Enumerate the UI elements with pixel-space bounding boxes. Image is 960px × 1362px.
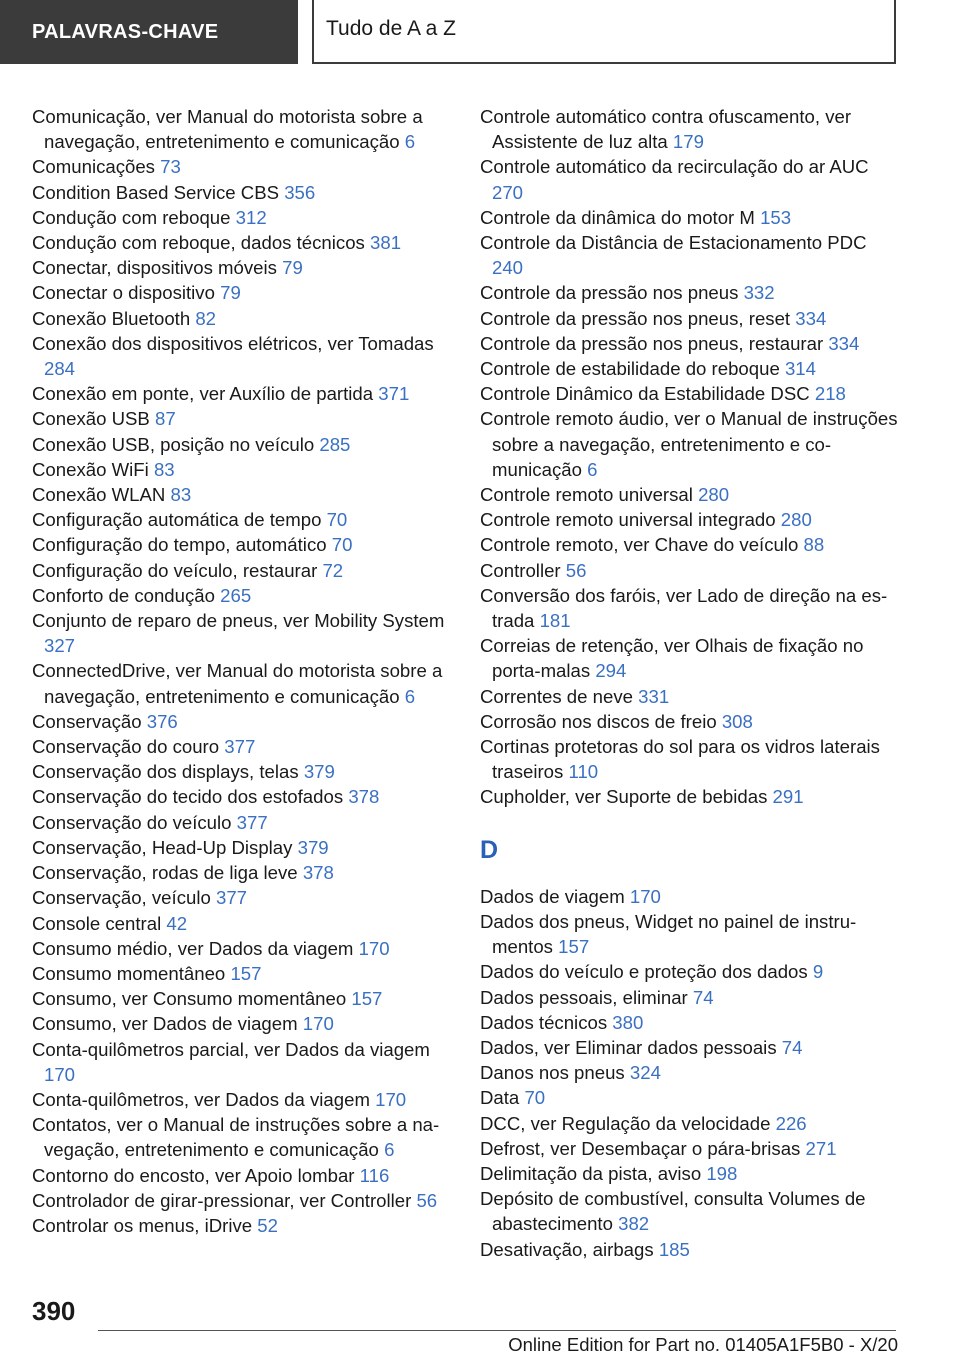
index-entry-term: Conversão dos faróis, ver Lado de direção na estrada: [480, 584, 888, 632]
page-reference-link[interactable]: 170: [375, 1088, 407, 1110]
page-reference-link[interactable]: 82: [195, 307, 217, 329]
index-entry: [32, 1011, 462, 1036]
section-tab: PALAVRAS-CHAVE: [0, 0, 298, 64]
index-group-c: [480, 104, 900, 810]
page-reference-link[interactable]: 218: [814, 383, 846, 405]
index-entry-term: Conjunto de reparo de pneus, ver Mobility System: [32, 610, 445, 632]
page-reference-link[interactable]: 378: [348, 786, 380, 808]
page-reference-link[interactable]: 52: [257, 1214, 278, 1236]
page-reference-link[interactable]: 379: [303, 761, 335, 783]
index-entry: [32, 331, 462, 381]
index-entry: [480, 1060, 900, 1085]
index-entry: [32, 1112, 462, 1162]
index-entry-term: Controle da dinâmica do motor M: [480, 206, 755, 228]
index-entry-term: Conservação do veículo: [32, 811, 232, 833]
index-entry-term: Consumo momentâneo: [32, 962, 226, 984]
index-entry-term: Configuração automática de tempo: [32, 509, 322, 531]
page-reference-link[interactable]: 79: [282, 257, 303, 279]
index-entry-term: DCC, ver Regulação da velocidade: [480, 1112, 771, 1134]
index-entry-term: Controle de estabilidade do reboque: [480, 358, 780, 380]
page-reference-link[interactable]: 116: [359, 1164, 390, 1186]
page-reference-link[interactable]: 379: [297, 836, 329, 858]
index-entry-term: Data: [480, 1087, 520, 1109]
index-entry-term: Controle da Distância de Estacionamento PDC: [480, 232, 867, 254]
index-entry-term: Conexão WLAN: [32, 484, 166, 506]
index-entry: [480, 1035, 900, 1060]
index-entry-term: Controle remoto universal: [480, 484, 693, 506]
index-entry: [32, 1163, 462, 1188]
page-reference-link[interactable]: 179: [672, 131, 704, 153]
index-entry: [480, 306, 900, 331]
index-entry-term: Conexão USB: [32, 408, 150, 430]
index-entry-term: Controle remoto universal integrado: [480, 509, 776, 531]
index-entry: [480, 1010, 900, 1035]
index-entry-term: Dados do veículo e proteção dos dados: [480, 961, 808, 983]
page-reference-link[interactable]: 88: [803, 534, 825, 556]
index-entry-term: Conservação dos displays, telas: [32, 761, 299, 783]
index-entry: [480, 1186, 900, 1236]
page-reference-link[interactable]: 270: [492, 181, 524, 203]
footer-divider: [98, 1330, 896, 1331]
index-entry: [32, 230, 462, 255]
index-entry-term: Controle da pressão nos pneus, reset: [480, 307, 791, 329]
index-entry-term: Conforto de condução: [32, 584, 215, 606]
index-entry: [480, 1237, 900, 1262]
page-reference-link[interactable]: 157: [558, 936, 590, 958]
page-reference-link[interactable]: 157: [351, 988, 383, 1010]
index-entry-term: Consumo médio, ver Dados da viagem: [32, 937, 354, 959]
index-entry: [32, 457, 462, 482]
page-reference-link[interactable]: 381: [370, 232, 402, 254]
index-entry: [32, 255, 462, 280]
page-reference-link[interactable]: 377: [236, 811, 268, 833]
page-reference-link[interactable]: 285: [319, 433, 351, 455]
page-reference-link[interactable]: 170: [44, 1063, 76, 1085]
page-reference-link[interactable]: 6: [384, 1139, 395, 1161]
page-reference-link[interactable]: 380: [612, 1011, 644, 1033]
index-entry: [32, 860, 462, 885]
page-reference-link[interactable]: 170: [629, 885, 661, 907]
index-entry: [480, 633, 900, 683]
index-entry: [32, 810, 462, 835]
index-entry: [32, 583, 462, 608]
index-entry: [480, 381, 900, 406]
index-entry: [32, 1037, 462, 1087]
index-entry: [480, 406, 900, 482]
index-entry: [32, 432, 462, 457]
index-entry-term: Comunicação, ver Manual do motorista sobre a navegação, entretenimento e comunicação: [32, 106, 423, 153]
index-entry-term: Defrost, ver Desembaçar o pára-brisas: [480, 1137, 801, 1159]
page-reference-link[interactable]: 378: [302, 862, 334, 884]
page-reference-link[interactable]: 324: [629, 1062, 661, 1084]
index-entry-term: Conservação do tecido dos estofados: [32, 786, 344, 808]
page-title: Tudo de A a Z: [312, 0, 896, 64]
index-entry-term: Controle automático da recirculação do ar AUC: [480, 156, 869, 178]
index-entry: [480, 884, 900, 909]
index-entry-term: Controle remoto, ver Chave do veículo: [480, 534, 799, 556]
index-entry: [32, 306, 462, 331]
page-reference-link[interactable]: 314: [784, 358, 816, 380]
page-reference-link[interactable]: 377: [224, 736, 256, 758]
index-entry-term: Consumo, ver Consumo momentâneo: [32, 988, 347, 1010]
page-reference-link[interactable]: 291: [772, 786, 804, 808]
page-reference-link[interactable]: 6: [587, 458, 598, 480]
index-entry: [32, 885, 462, 910]
index-entry-term: Conexão USB, posição no veículo: [32, 433, 315, 455]
index-entry: [32, 558, 462, 583]
index-entry-term: Consumo, ver Dados de viagem: [32, 1013, 298, 1035]
index-entry: [32, 936, 462, 961]
index-entry: [480, 482, 900, 507]
index-entry-term: Configuração do veículo, restaurar: [32, 559, 318, 581]
page-reference-link[interactable]: 42: [166, 912, 188, 934]
index-entry-term: Conservação: [32, 710, 142, 732]
index-entry: [480, 1161, 900, 1186]
index-entry: [32, 482, 462, 507]
page-reference-link[interactable]: 332: [743, 282, 775, 304]
index-entry-term: Dados dos pneus, Widget no painel de instrumentos: [480, 910, 857, 958]
page-reference-link[interactable]: 284: [44, 358, 76, 380]
index-entry-term: Conservação, Head-Up Display: [32, 836, 293, 858]
index-entry-term: Comunicações: [32, 156, 155, 178]
section-letter-heading: D: [480, 835, 499, 864]
index-entry-term: Controle automático contra ofuscamento, ver Assistente de luz alta: [480, 106, 852, 153]
page-reference-link[interactable]: 280: [780, 509, 812, 531]
index-entry: [480, 507, 900, 532]
index-entry: [32, 104, 462, 154]
index-entry: [32, 381, 462, 406]
index-entry: [480, 909, 900, 959]
index-entry: [32, 709, 462, 734]
index-entry-term: Contatos, ver o Manual de instruções sobre a navegação, entretenimento e comunicação: [32, 1114, 440, 1161]
page-reference-link[interactable]: 181: [539, 610, 571, 632]
index-group-d: [480, 884, 900, 1262]
index-entry-term: Conexão WiFi: [32, 458, 149, 480]
page-reference-link[interactable]: 56: [565, 559, 587, 581]
index-column-right: [480, 104, 900, 1262]
index-entry-term: Correias de retenção, ver Olhais de fixação no porta-malas: [480, 635, 864, 682]
page-reference-link[interactable]: 6: [404, 685, 416, 707]
index-entry: [480, 684, 900, 709]
index-entry: [32, 1188, 462, 1213]
page-number: 390: [32, 1296, 76, 1326]
page-reference-link[interactable]: 70: [326, 509, 348, 531]
index-entry: [32, 205, 462, 230]
index-entry: [480, 558, 900, 583]
index-entry-term: Conexão em ponte, ver Auxílio de partida: [32, 383, 374, 405]
index-entry: [480, 104, 900, 154]
index-entry: [32, 532, 462, 557]
page-reference-link[interactable]: 83: [170, 484, 192, 506]
index-entry-term: Delimitação da pista, aviso: [480, 1162, 702, 1184]
index-entry: [32, 986, 462, 1011]
page-reference-link[interactable]: 157: [230, 962, 262, 984]
index-entry: [32, 154, 462, 179]
index-entry: [32, 784, 462, 809]
index-entry: [32, 1087, 462, 1112]
page-reference-link[interactable]: 280: [698, 484, 730, 506]
index-entry-term: Depósito de combustível, consulta Volumes de abastecimento: [480, 1188, 866, 1235]
index-entry: [480, 356, 900, 381]
page-reference-link[interactable]: 73: [160, 156, 181, 178]
index-entry-term: Dados pessoais, eliminar: [480, 986, 688, 1008]
page-reference-link[interactable]: 198: [706, 1162, 738, 1184]
index-column-left: [32, 104, 462, 1238]
index-entry-term: Controle da pressão nos pneus, restaurar: [480, 332, 824, 354]
page-reference-link[interactable]: 334: [828, 332, 860, 354]
page-reference-link[interactable]: 185: [658, 1238, 690, 1260]
page-reference-link[interactable]: 382: [618, 1213, 650, 1235]
page-reference-link[interactable]: 6: [404, 131, 416, 153]
page-reference-link[interactable]: 9: [812, 961, 824, 983]
page-reference-link[interactable]: 79: [220, 282, 241, 304]
index-entry-term: Conservação do couro: [32, 736, 220, 758]
index-entry-term: Controlador de girar-pressionar, ver Controller: [32, 1189, 412, 1211]
index-entry: [32, 759, 462, 784]
page-reference-link[interactable]: 70: [331, 534, 353, 556]
page-reference-link[interactable]: 240: [492, 257, 524, 279]
index-entry: [480, 734, 900, 784]
index-entry: [32, 1213, 462, 1238]
index-entry: [480, 154, 900, 204]
index-entry-term: Correntes de neve: [480, 685, 633, 707]
index-entry-term: Condução com reboque: [32, 206, 231, 228]
index-entry-term: Dados de viagem: [480, 885, 625, 907]
page-reference-link[interactable]: 170: [302, 1013, 334, 1035]
index-entry: [480, 280, 900, 305]
index-entry-term: Controle remoto áudio, ver o Manual de instruções sobre a navegação, entretenimento e comunicação: [480, 408, 898, 480]
index-entry: [32, 280, 462, 305]
page-reference-link[interactable]: 294: [595, 660, 627, 682]
index-entry: [32, 911, 462, 936]
index-entry: [480, 985, 900, 1010]
page-reference-link[interactable]: 308: [721, 710, 753, 732]
page-reference-link[interactable]: 371: [378, 383, 410, 405]
page-reference-link[interactable]: 271: [805, 1137, 837, 1159]
index-entry-term: Cortinas protetoras do sol para os vidros laterais traseiros: [480, 736, 880, 783]
page-reference-link[interactable]: 312: [235, 206, 267, 228]
page-reference-link[interactable]: 72: [322, 559, 344, 581]
index-entry-term: Console central: [32, 912, 162, 934]
index-entry-term: Conservação, veículo: [32, 887, 211, 909]
index-entry-term: Conservação, rodas de liga leve: [32, 862, 298, 884]
index-entry: [480, 1111, 900, 1136]
page-reference-link[interactable]: 327: [44, 635, 76, 657]
page-reference-link[interactable]: 83: [153, 458, 175, 480]
index-entry-term: Controlar os menus, iDrive: [32, 1214, 253, 1236]
page-reference-link[interactable]: 265: [220, 584, 252, 606]
index-entry-term: Cupholder, ver Suporte de bebidas: [480, 786, 768, 808]
index-entry: [480, 331, 900, 356]
footer-edition: [508, 1334, 898, 1356]
page-reference-link[interactable]: 334: [795, 307, 827, 329]
index-entry: [480, 230, 900, 280]
index-entry: [32, 835, 462, 860]
index-entry-term: Dados técnicos: [480, 1011, 608, 1033]
index-entry-term: Corrosão nos discos de freio: [480, 710, 717, 732]
page-reference-link[interactable]: 331: [638, 685, 670, 707]
page-reference-link[interactable]: 70: [524, 1087, 546, 1109]
index-entry: [32, 507, 462, 532]
index-entry-term: Conexão Bluetooth: [32, 307, 191, 329]
index-entry-term: Conexão dos dispositivos elétricos, ver Tomadas: [32, 332, 434, 354]
index-entry-term: Conectar, dispositivos móveis: [32, 257, 277, 279]
index-entry: [32, 734, 462, 759]
index-entry: [32, 961, 462, 986]
index-entry-term: Condução com reboque, dados técnicos: [32, 232, 365, 254]
page-reference-link[interactable]: 153: [760, 206, 792, 228]
index-entry-term: Danos nos pneus: [480, 1062, 625, 1084]
page-reference-link[interactable]: 87: [155, 408, 176, 430]
index-entry: [32, 658, 462, 708]
edition-text: Online Edition for Part no. 01405A1F5B0 - X/20: [508, 1334, 898, 1355]
index-entry: [32, 406, 462, 431]
page-reference-link[interactable]: 356: [284, 181, 316, 203]
page-reference-link[interactable]: 74: [692, 986, 714, 1008]
index-entry: [480, 583, 900, 633]
index-entry-term: ConnectedDrive, ver Manual do motorista sobre a navegação, entretenimento e comunicação: [32, 660, 443, 707]
index-entry: [480, 959, 900, 984]
index-entry-term: Conectar o dispositivo: [32, 282, 215, 304]
index-entry-term: Controller: [480, 559, 561, 581]
index-entry: [480, 205, 900, 230]
index-entry: [32, 180, 462, 205]
page-reference-link[interactable]: 56: [416, 1189, 438, 1211]
page-reference-link[interactable]: 376: [146, 710, 178, 732]
index-entry-term: Conta-quilômetros, ver Dados da viagem: [32, 1088, 370, 1110]
index-entry-term: Controle Dinâmico da Estabilidade DSC: [480, 383, 810, 405]
index-entry: [480, 709, 900, 734]
index-entry-term: Conta-quilômetros parcial, ver Dados da viagem: [32, 1038, 430, 1060]
index-entry-term: Desativação, airbags: [480, 1238, 654, 1260]
index-entry: [480, 1085, 900, 1110]
page-reference-link[interactable]: 110: [568, 761, 599, 783]
index-entry: [480, 784, 900, 809]
page-reference-link[interactable]: 377: [215, 887, 248, 909]
page-reference-link[interactable]: 74: [781, 1036, 803, 1058]
index-entry-term: Contorno do encosto, ver Apoio lombar: [32, 1164, 355, 1186]
index-entry: [32, 608, 462, 658]
page-reference-link[interactable]: 170: [358, 937, 390, 959]
index-entry-term: Configuração do tempo, automático: [32, 534, 327, 556]
index-entry-term: Dados, ver Eliminar dados pessoais: [480, 1036, 777, 1058]
page-reference-link[interactable]: 226: [775, 1112, 807, 1134]
index-entry: [480, 1136, 900, 1161]
index-entry-term: Condition Based Service CBS: [32, 181, 280, 203]
index-entry: [480, 532, 900, 557]
index-entry-term: Controle da pressão nos pneus: [480, 282, 739, 304]
